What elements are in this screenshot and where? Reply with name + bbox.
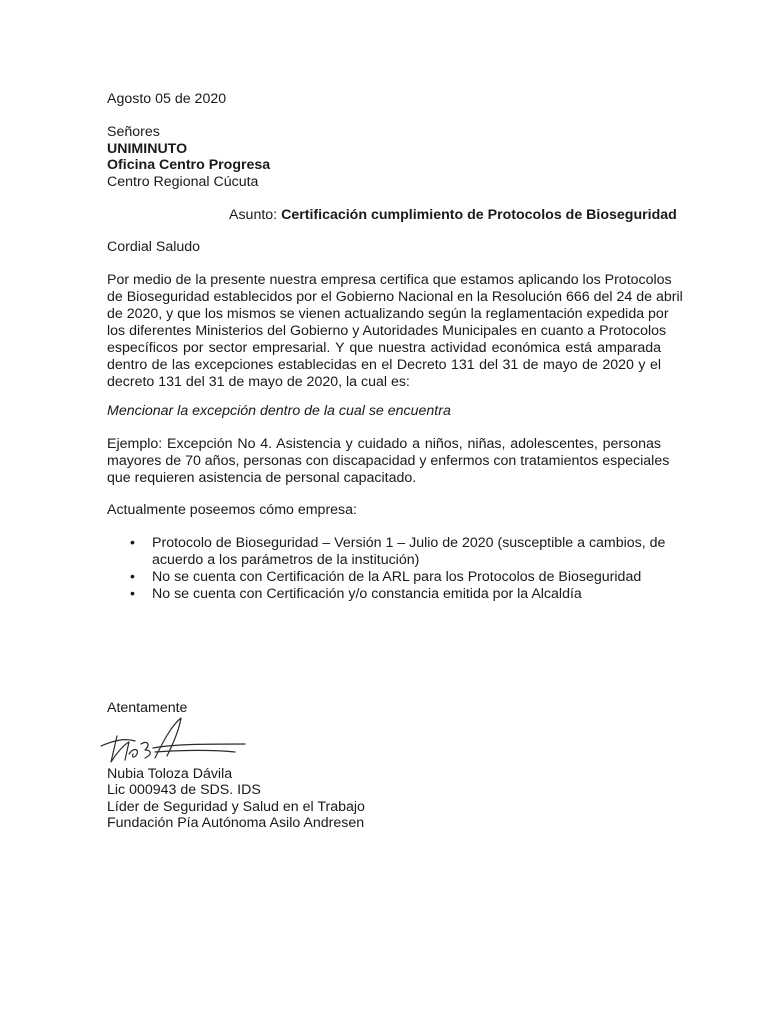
body-line: de Bioseguridad establecidos por el Gobierno Nacional en la Resolución 666 del 24 de abril (107, 289, 683, 305)
body-line: Por medio de la presente nuestra empresa certifica que estamos aplicando los Protocolos (107, 272, 672, 288)
example-line: Ejemplo: Excepción No 4. Asistencia y cuidado a niños, niñas, adolescentes, personas (107, 436, 661, 452)
example-line: mayores de 70 años, personas con discapacidad y enfermos con tratamientos especiales (107, 453, 670, 469)
bullet-item (107, 569, 667, 586)
signer-role: Líder de Seguridad y Salud en el Trabajo (107, 799, 365, 815)
letter-date: Agosto 05 de 2020 (107, 91, 227, 107)
body-line: decreto 131 del 31 de mayo de 2020, la cual es: (107, 374, 410, 390)
handwritten-signature-icon (95, 714, 255, 774)
closing: Atentamente (107, 700, 188, 716)
greeting: Cordial Saludo (107, 239, 201, 255)
recipient-org: UNIMINUTO (107, 141, 188, 157)
bullet-icon: • (130, 586, 135, 602)
signer-license: Lic 000943 de SDS. IDS (107, 782, 261, 798)
instruction-italic: Mencionar la excepción dentro de la cual se encuentra (107, 403, 451, 419)
status-bullet-list (107, 535, 667, 603)
salutation-to: Señores (107, 124, 160, 140)
subject-text: Certificación cumplimiento de Protocolos de Bioseguridad (281, 207, 677, 223)
recipient-center: Centro Regional Cúcuta (107, 174, 259, 190)
example-line: que requieren asistencia de personal capacitado. (107, 470, 417, 486)
body-paragraph (107, 272, 683, 391)
current-status-intro: Actualmente poseemos cómo empresa: (107, 502, 357, 518)
body-line: los diferentes Ministerios del Gobierno y Autoridades Municipales en cuanto a Protocolos (107, 323, 667, 339)
subject-line (229, 207, 677, 224)
bullet-text: Protocolo de Bioseguridad – Versión 1 – Julio de 2020 (susceptible a cambios, de (152, 535, 666, 551)
bullet-item (107, 535, 667, 569)
bullet-item (107, 586, 667, 603)
recipient-office: Oficina Centro Progresa (107, 157, 271, 173)
signer-org: Fundación Pía Autónoma Asilo Andresen (107, 815, 365, 831)
signer-name: Nubia Toloza Dávila (107, 766, 233, 782)
body-line: de 2020, y que los mismos se vienen actualizando según la reglamentación expedida por (107, 306, 669, 322)
example-paragraph (107, 436, 670, 487)
body-line: específicos por sector empresarial. Y que nuestra actividad económica está amparada (107, 340, 661, 356)
body-line: dentro de las excepciones establecidas en el Decreto 131 del 31 de mayo de 2020 y el (107, 357, 661, 373)
bullet-text: acuerdo a los parámetros de la institución) (152, 552, 420, 568)
bullet-icon: • (130, 535, 135, 551)
subject-label: Asunto: (229, 207, 278, 223)
bullet-text: No se cuenta con Certificación y/o constancia emitida por la Alcaldía (152, 586, 582, 602)
bullet-icon: • (130, 569, 135, 585)
bullet-text: No se cuenta con Certificación de la ARL para los Protocolos de Bioseguridad (152, 569, 642, 585)
